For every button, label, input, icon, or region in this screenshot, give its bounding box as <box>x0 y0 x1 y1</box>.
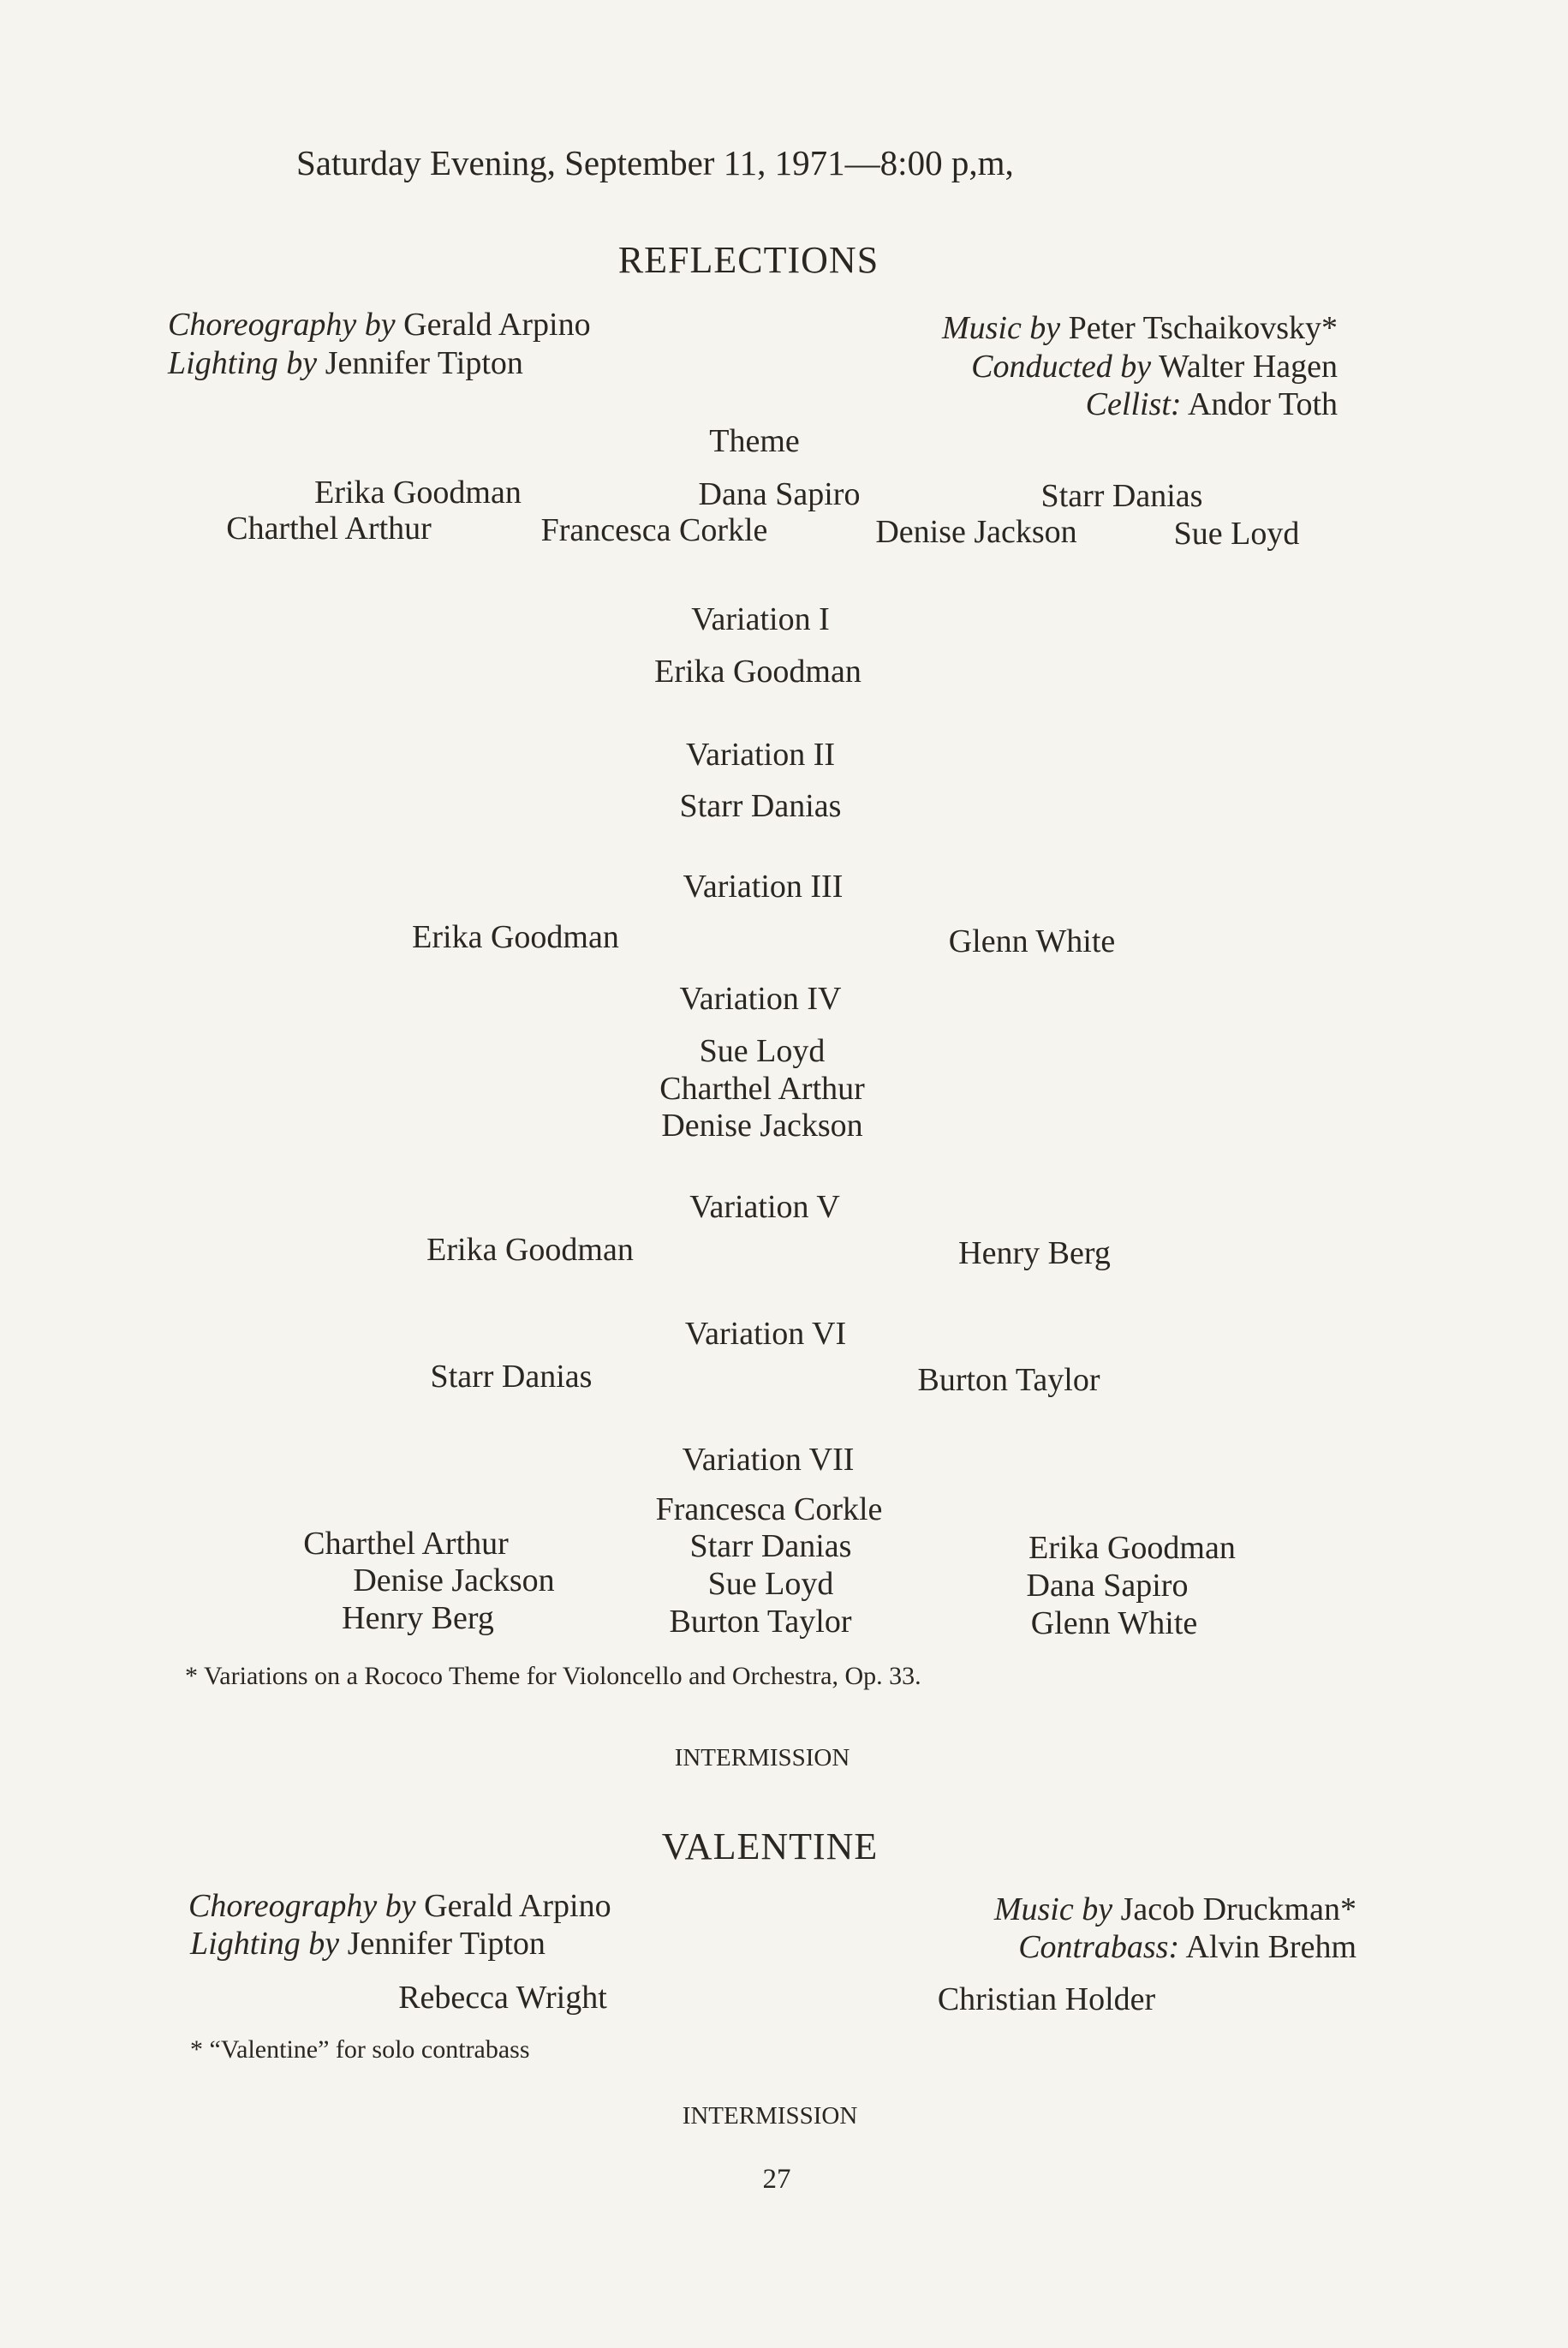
dancer-name: Denise Jackson <box>353 1562 555 1598</box>
dancer-name: Rebecca Wright <box>398 1980 607 2016</box>
dancer-name: Starr Danias <box>679 788 842 824</box>
variation-label: Variation II <box>685 737 836 773</box>
choreography-label: Choreography by <box>168 307 396 343</box>
reflections-conductor-credit <box>971 350 1338 383</box>
dancer-name: Sue Loyd <box>1173 516 1300 552</box>
reflections-lighting-credit <box>168 347 523 379</box>
dancer-name: Glenn White <box>1030 1605 1198 1641</box>
dancer-name: Francesca Corkle <box>540 512 768 548</box>
variation-label: Variation VII <box>682 1442 855 1478</box>
dancer-name: Erika Goodman <box>426 1232 634 1268</box>
composer-name: Peter Tschaikovsky* <box>1068 310 1338 346</box>
dancer-name: Erika Goodman <box>314 475 522 511</box>
variation-label: Variation V <box>689 1189 840 1225</box>
composer-name: Jacob Druckman* <box>1120 1891 1356 1927</box>
music-label: Music by <box>941 310 1061 346</box>
cellist-label: Cellist: <box>1085 386 1182 422</box>
dancer-name: Henry Berg <box>342 1600 494 1636</box>
dancer-name: Erika Goodman <box>412 919 619 955</box>
valentine-lighting-credit <box>190 1927 546 1960</box>
lighting-designer-name: Jennifer Tipton <box>325 345 523 381</box>
dancer-name: Starr Danias <box>1040 478 1203 514</box>
contrabass-label: Contrabass: <box>1018 1929 1180 1965</box>
reflections-choreography-credit <box>168 308 591 341</box>
dancer-name: Burton Taylor <box>669 1604 852 1640</box>
performance-date-header: Saturday Evening, September 11, 1971—8:00 p,m, <box>296 143 1014 182</box>
dancer-name: Glenn White <box>948 923 1116 959</box>
variation-label: Variation VI <box>684 1316 847 1352</box>
variation-label: Variation IV <box>679 981 842 1017</box>
dancer-name: Sue Loyd <box>707 1566 834 1602</box>
dancer-name: Burton Taylor <box>917 1362 1100 1398</box>
dancer-name: Charthel Arthur <box>226 511 432 547</box>
valentine-footnote: * “Valentine” for solo contrabass <box>190 2035 530 2064</box>
valentine-contrabass-credit <box>1018 1931 1356 1963</box>
dancer-name: Denise Jackson <box>875 514 1077 550</box>
valentine-choreography-credit <box>188 1890 611 1922</box>
intermission-label: INTERMISSION <box>674 1744 850 1771</box>
dancer-name: Starr Danias <box>689 1528 852 1564</box>
lighting-label: Lighting by <box>190 1926 340 1962</box>
choreography-label: Choreography by <box>188 1888 416 1924</box>
reflections-cellist-credit <box>1086 388 1338 421</box>
lighting-label: Lighting by <box>168 345 318 381</box>
dancer-name: Erika Goodman <box>654 654 862 690</box>
dancer-name: Dana Sapiro <box>698 476 861 512</box>
dancer-name: Henry Berg <box>958 1235 1111 1271</box>
reflections-footnote: * Variations on a Rococo Theme for Violoncello and Orchestra, Op. 33. <box>185 1662 921 1690</box>
cellist-name: Andor Toth <box>1187 386 1338 422</box>
dancer-name: Dana Sapiro <box>1026 1568 1189 1604</box>
dancer-name: Denise Jackson <box>661 1108 863 1144</box>
dancer-name: Charthel Arthur <box>303 1526 509 1562</box>
theme-label: Theme <box>709 423 800 459</box>
dancer-name: Francesca Corkle <box>655 1491 883 1527</box>
variation-label: Variation I <box>691 601 830 637</box>
choreographer-name: Gerald Arpino <box>403 307 591 343</box>
lighting-designer-name: Jennifer Tipton <box>347 1926 546 1962</box>
dancer-name: Charthel Arthur <box>659 1071 865 1107</box>
intermission-label: INTERMISSION <box>682 2102 858 2130</box>
dancer-name: Starr Danias <box>430 1359 593 1395</box>
choreographer-name: Gerald Arpino <box>424 1888 611 1924</box>
reflections-music-credit <box>942 312 1338 344</box>
dancer-name: Erika Goodman <box>1028 1530 1236 1566</box>
conducted-label: Conducted by <box>971 349 1152 385</box>
valentine-title: VALENTINE <box>661 1825 879 1867</box>
dancer-name: Sue Loyd <box>699 1033 826 1069</box>
reflections-title: REFLECTIONS <box>617 239 879 281</box>
dancer-name: Christian Holder <box>937 1981 1156 2017</box>
variation-label: Variation III <box>683 869 844 905</box>
page-number: 27 <box>762 2164 791 2195</box>
contrabassist-name: Alvin Brehm <box>1185 1929 1356 1965</box>
valentine-music-credit <box>994 1893 1356 1926</box>
music-label: Music by <box>993 1891 1113 1927</box>
conductor-name: Walter Hagen <box>1159 349 1338 385</box>
